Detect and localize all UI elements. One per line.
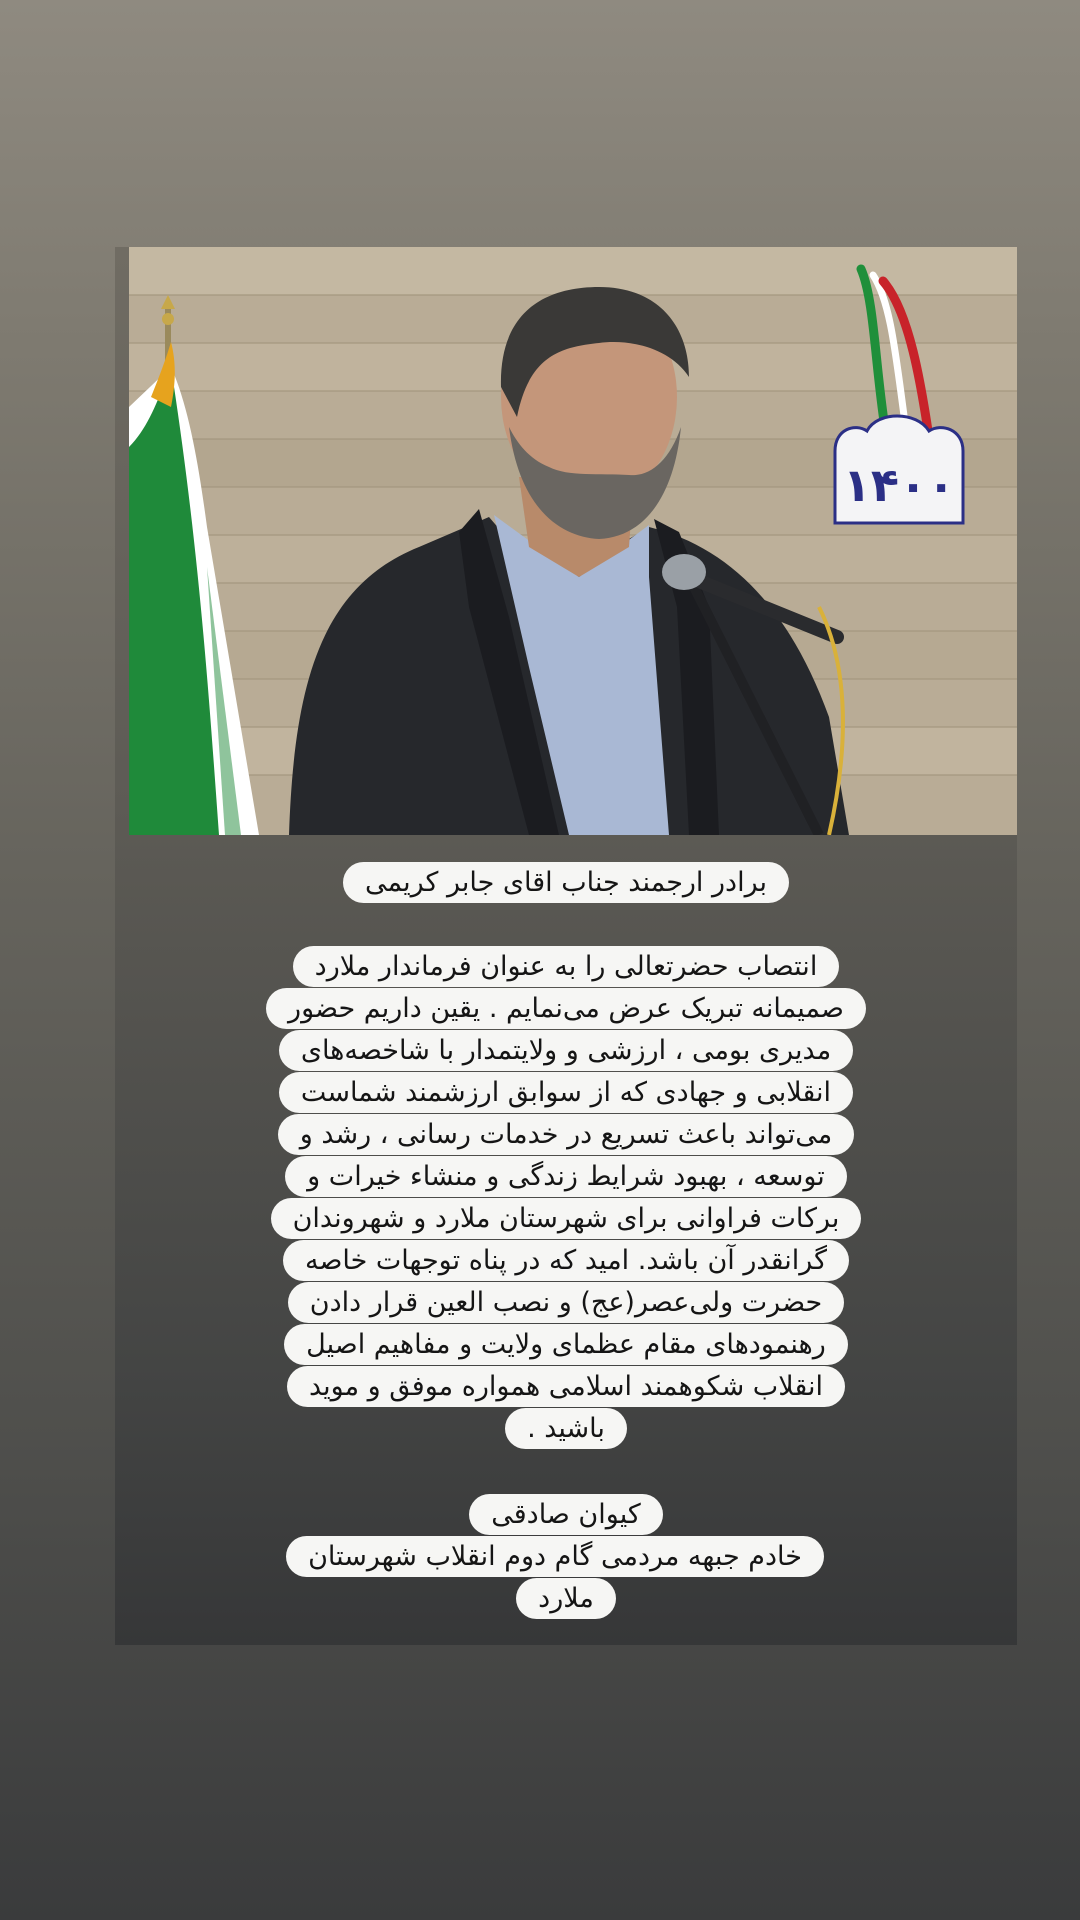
signature-name: کیوان صادقی (469, 1494, 662, 1535)
signature-title: خادم جبهه مردمی گام دوم انقلاب شهرستان ملارد (286, 1536, 824, 1619)
signature (115, 1495, 1017, 1621)
logo-numerals: ۱۴۰۰ (842, 458, 956, 512)
headline-text: برادر ارجمند جناب اقای جابر کریمی (343, 862, 789, 903)
congratulation-message (115, 947, 1017, 1451)
caption-block (115, 835, 1017, 1621)
story-card (115, 247, 1017, 1645)
headline (115, 863, 1017, 905)
flag-ribbon-logo-icon (817, 261, 977, 531)
message-line: انتصاب حضرتعالی را به عنوان فرماندار ملارد صمیمانه تبریک عرض می‌نمایم . یقین داریم حضور مدیری بومی ، ارزشی و ولایتمدار با شاخصه‌های انقلابی و جهادی که از سوابق ارزشمند شماست می‌تواند باعث تسریع در خدمات رسانی ، رشد و توسعه ، بهبود شرایط زندگی و منشاء خیرات و برکات فراوانی برای شهرستان ملارد و شهروندان گرانقدر آن باشد. امید که در پناه توجهات خاصه حضرت ولی‌عصر(عج) و نصب العین قرار دادن رهنمودهای مقام عظمای ولایت و مفاهیم اصیل انقلاب شکوهمند اسلامی همواره موفق و موید باشید . (266, 946, 866, 1449)
